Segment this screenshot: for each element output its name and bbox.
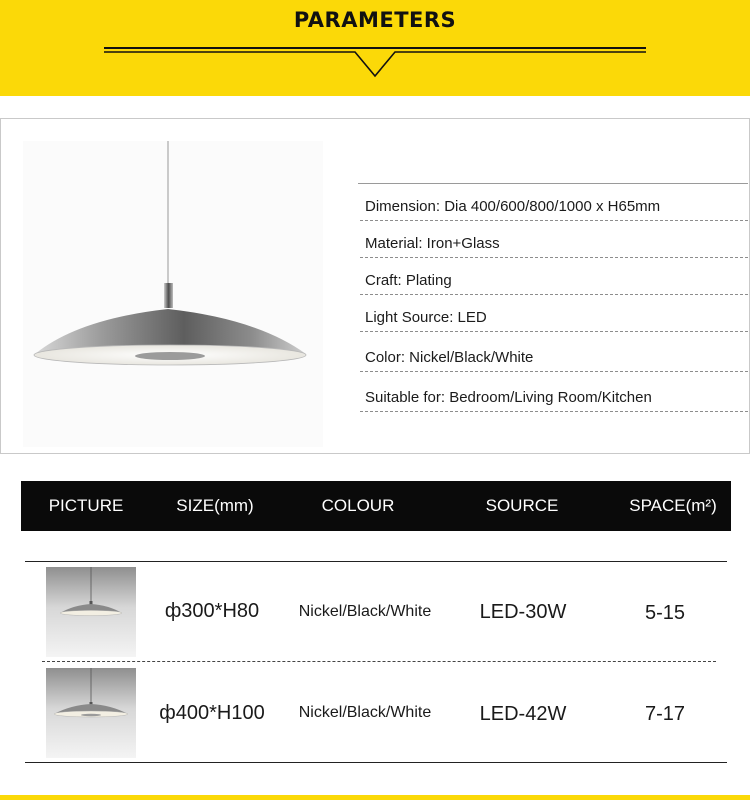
spec-material: Material: Iron+Glass	[360, 221, 748, 258]
row-divider	[42, 661, 716, 662]
spec-suitable-for: Suitable for: Bedroom/Living Room/Kitchen	[360, 375, 748, 412]
column-size: SIZE(mm)	[176, 496, 254, 515]
spec-color: Color: Nickel/Black/White	[360, 335, 748, 372]
footer-bar	[0, 795, 750, 800]
cell-source: LED-42W	[479, 703, 567, 725]
table-divider	[25, 762, 727, 763]
cell-size: ф300*H80	[164, 600, 260, 622]
pendant-lamp-icon	[46, 567, 136, 657]
pendant-lamp-image	[23, 141, 323, 447]
cell-size: ф400*H100	[159, 702, 265, 724]
spec-dimension: Dimension: Dia 400/600/800/1000 x H65mm	[360, 184, 748, 221]
title-divider-icon	[100, 42, 650, 82]
page-title: PARAMETERS	[293, 8, 457, 32]
pendant-lamp-icon	[23, 141, 323, 447]
column-picture: PICTURE	[48, 496, 124, 515]
header-banner	[0, 0, 750, 96]
table-divider	[25, 561, 727, 562]
cell-space: 5-15	[644, 602, 686, 624]
lamp-thumbnail	[46, 668, 136, 758]
column-source: SOURCE	[485, 496, 559, 515]
cell-colour: Nickel/Black/White	[298, 603, 432, 620]
cell-source: LED-30W	[479, 601, 567, 623]
spec-light-source: Light Source: LED	[360, 295, 748, 332]
spec-craft: Craft: Plating	[360, 258, 748, 295]
table-header	[21, 481, 731, 531]
cell-space: 7-17	[644, 703, 686, 725]
cell-colour: Nickel/Black/White	[298, 704, 432, 721]
spec-panel	[0, 118, 750, 454]
column-colour: COLOUR	[321, 496, 395, 515]
lamp-thumbnail	[46, 567, 136, 657]
column-space: SPACE(m²)	[629, 496, 717, 515]
pendant-lamp-icon	[46, 668, 136, 758]
